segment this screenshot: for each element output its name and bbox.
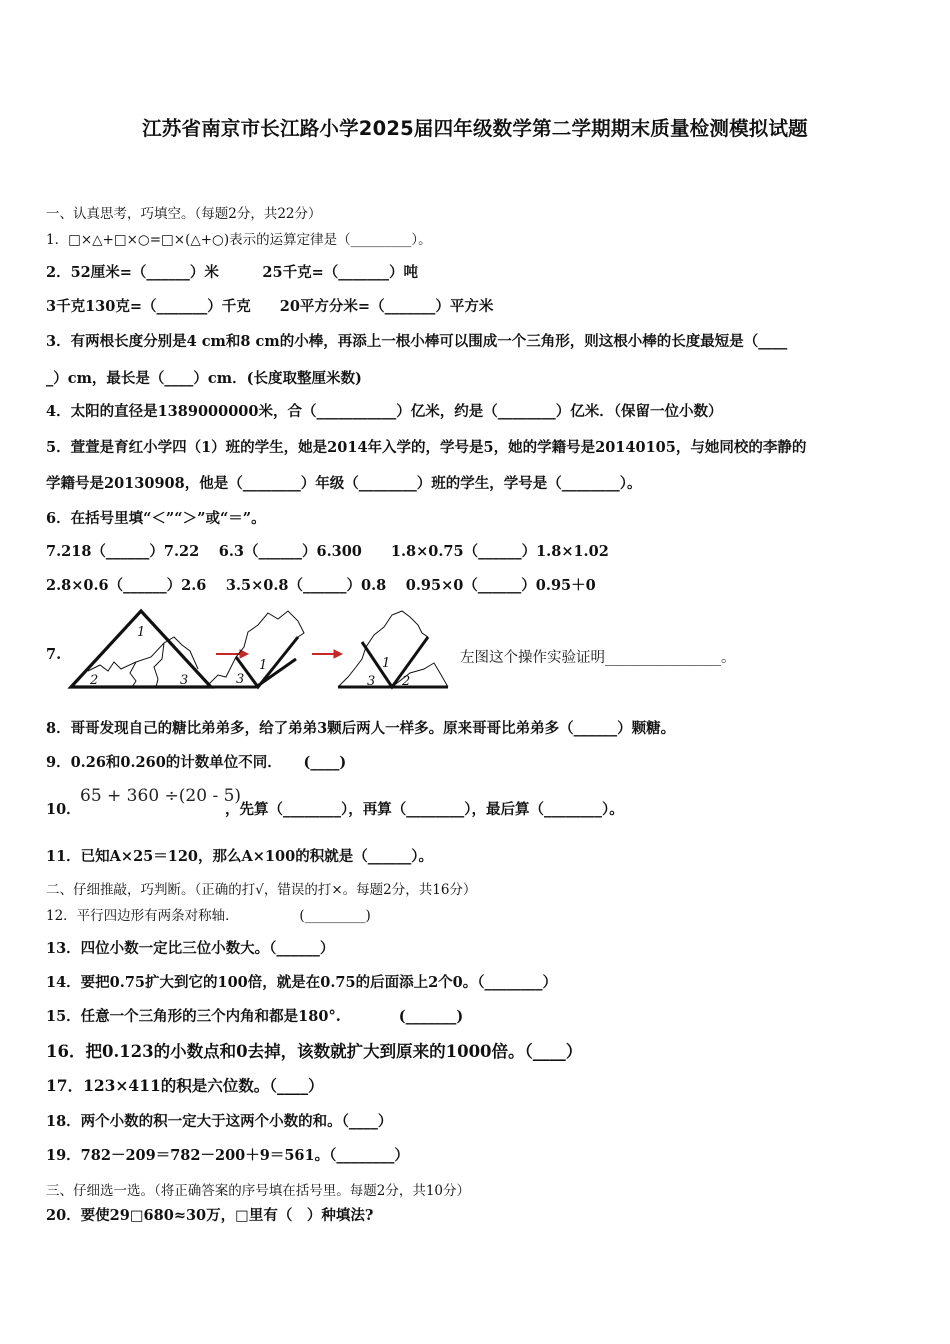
question-7-number: 7. (46, 646, 62, 663)
question-18: 18．两个小数的积一定大于这两个小数的和。（____） (46, 1113, 393, 1130)
question-7-text: 左图这个操作实验证明________________。 (460, 650, 736, 666)
arrow-icon (312, 650, 342, 658)
question-19: 19．782－209＝782－200＋9＝561。（________） (46, 1147, 409, 1164)
question-4: 4．太阳的直径是1389000000米，合（___________）亿米，约是（________）亿米．（保留一位小数） (46, 403, 723, 420)
question-10-formula: 65 + 360 ÷(20 - 5) (80, 786, 242, 806)
question-20: 20．要使29□680≈30万，□里有（ ）种填法? (46, 1207, 374, 1224)
angle-label: 3 (180, 673, 189, 688)
question-6: 6．在括号里填“＜”“＞”或“＝”。 (46, 510, 266, 527)
question-6-row-1: 7.218（______）7.22 6.3（______）6.300 1.8×0.75（______）1.8×1.02 (46, 543, 609, 560)
page-title: 江苏省南京市长江路小学2025届四年级数学第二学期期末质量检测模拟试题 (142, 117, 808, 140)
question-6-row-2: 2.8×0.6（______）2.6 3.5×0.8（______）0.8 0.95×0（______）0.95＋0 (46, 577, 596, 594)
angle-label: 1 (137, 625, 146, 640)
section-1-heading: 一、认真思考，巧填空。（每题2分，共22分） (46, 206, 322, 222)
section-2-heading: 二、仔细推敲，巧判断。（正确的打√，错误的打×。每题2分，共16分） (46, 882, 477, 898)
arrow-icon (216, 650, 248, 658)
question-17: 17．123×411的积是六位数。（____） (46, 1076, 324, 1095)
angle-label: 1 (259, 658, 268, 673)
angle-label: 3 (367, 674, 376, 689)
question-10-number: 10． (46, 801, 81, 818)
angle-label: 2 (402, 674, 411, 689)
question-5-line-2: 学籍号是20130908，他是（________）年级（________）班的学生，学号是（________）。 (46, 475, 642, 492)
question-5-line-1: 5．萱萱是育红小学四（1）班的学生，她是2014年入学的，学号是5，她的学籍号是20140105，与她同校的李静的 (46, 439, 807, 456)
folded-triangle-step-1 (206, 611, 304, 687)
question-3-line-1: 3．有两根长度分别是4 cm和8 cm的小棒，再添上一根小棒可以围成一个三角形，则这根小棒的长度最短是（____ (46, 333, 788, 350)
question-2-line-2: 3千克130克=（_______）千克 20平方分米=（_______）平方米 (46, 298, 494, 315)
angle-label: 2 (90, 673, 99, 688)
angle-label: 1 (382, 656, 391, 671)
question-13: 13．四位小数一定比三位小数大。（______） (46, 940, 335, 957)
question-14: 14．要把0.75扩大到它的100倍，就是在0.75的后面添上2个0。（________） (46, 974, 558, 991)
question-2-line-1: 2．52厘米=（______）米 25千克=（_______）吨 (46, 264, 418, 281)
question-8: 8．哥哥发现自己的糖比弟弟多，给了弟弟3颗后两人一样多。原来哥哥比弟弟多（______）颗糖。 (46, 720, 676, 737)
triangle-experiment-figure (66, 607, 456, 693)
question-9: 9．0.26和0.260的计数单位不同． (____) (46, 754, 347, 771)
angle-label: 3 (236, 672, 245, 687)
question-12: 12．平行四边形有两条对称轴． (_________) (46, 908, 371, 924)
question-1: 1．□×△+□×○=□×(△+○)表示的运算定律是（_________）。 (46, 232, 432, 248)
question-16: 16．把0.123的小数点和0去掉，该数就扩大到原来的1000倍。（____） (46, 1042, 583, 1061)
section-3-heading: 三、仔细选一选。（将正确答案的序号填在括号里。每题2分，共10分） (46, 1183, 471, 1199)
question-3-line-2: _）cm，最长是（____）cm．(长度取整厘米数) (46, 370, 362, 387)
question-15: 15．任意一个三角形的三个内角和都是180°. (_______) (46, 1008, 464, 1025)
question-11: 11．已知A×25＝120，那么A×100的积就是（______）。 (46, 848, 433, 865)
question-10-text: ，先算（________），再算（________），最后算（________）。 (225, 801, 624, 818)
folded-triangle-step-2 (338, 611, 448, 687)
